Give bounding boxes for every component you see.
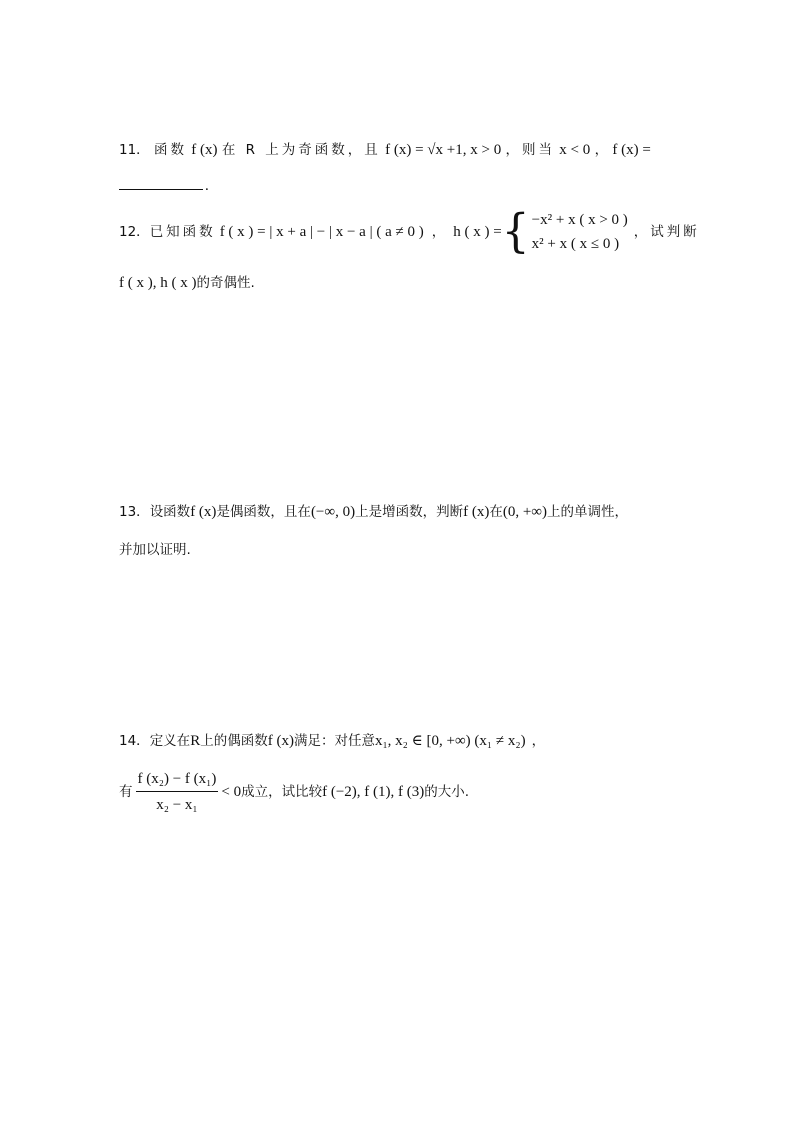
math-expression: x₁, x₂ ∈ [0, +∞) (x₁ ≠ x₂) [374,733,526,749]
case-1: −x² + x ( x > 0 ) [531,212,628,228]
math-expression: f (−2), f (1), f (3) [322,784,425,800]
question-11-line-1: 11． 函数 f (x) 在 R 上为奇函数，且 f (x) = √x +1, x > 0 ，则当 x < 0 ， f (x) = [119,142,651,158]
question-11-line-2: . [119,176,209,196]
question-13-number: 13． [119,504,150,520]
piecewise-function [501,204,628,259]
question-14-line-1: 14．定义在R上的偶函数f (x)满足：对任意x₁, x₂ ∈ [0, +∞) (x₁ ≠ x₂) ， [119,733,546,749]
math-expression: x < 0 [559,142,591,158]
math-expression: < 0 [221,784,242,800]
math-expression: f (x) = √x +1, x > 0 [385,142,502,158]
fraction-numerator: f (x₂) − f (x₁) [136,769,219,792]
math-expression: (−∞, 0) [310,504,356,520]
answer-blank [119,176,203,190]
math-expression: f (x) [190,504,217,520]
math-expression: f (x) [463,504,490,520]
question-13-line-2: 并加以证明. [119,542,191,558]
fraction [136,769,219,815]
math-expression: f (x) [267,733,294,749]
math-expression: f ( x ), h ( x ) [119,275,197,291]
math-expression: f ( x ) = | x + a | − | x − a | ( a ≠ 0 ) [219,224,424,240]
fraction-denominator: x₂ − x₁ [156,797,198,813]
math-expression: f (x) [191,142,218,158]
question-14-line-2: 有 $\frac{\text{f (x₂) − f (x₁)}}{\text{x₂ − x₁}}$ < 0 成立，试比较 f (−2), f (1), f (3) 的大小. [119,771,470,813]
brace: { [501,204,530,259]
math-expression: h ( x ) = [453,224,502,240]
case-2: x² + x ( x ≤ 0 ) [531,236,620,252]
math-expression: R [190,733,201,749]
math-expression: (0, +∞) [502,504,547,520]
question-11-number: 11． [119,142,150,158]
question-12-line-2: f ( x ), h ( x )的奇偶性. [119,275,255,291]
question-13-line-1: 13．设函数f (x)是偶函数，且在(−∞, 0)上是增函数，判断f (x)在(0, +∞)上的单调性， [119,504,628,520]
question-12-number: 12． [119,224,150,240]
math-expression: f (x) = [612,142,651,158]
question-12-line-1: 12． 已知函数 f ( x ) = | x + a | − | x − a | ( a ≠ 0 ) ， h ( x ) = { −x² + x ( x > 0 ) x² + x ( x ≤ 0 ) ，试判断 [119,204,700,259]
question-14-number: 14． [119,733,150,749]
